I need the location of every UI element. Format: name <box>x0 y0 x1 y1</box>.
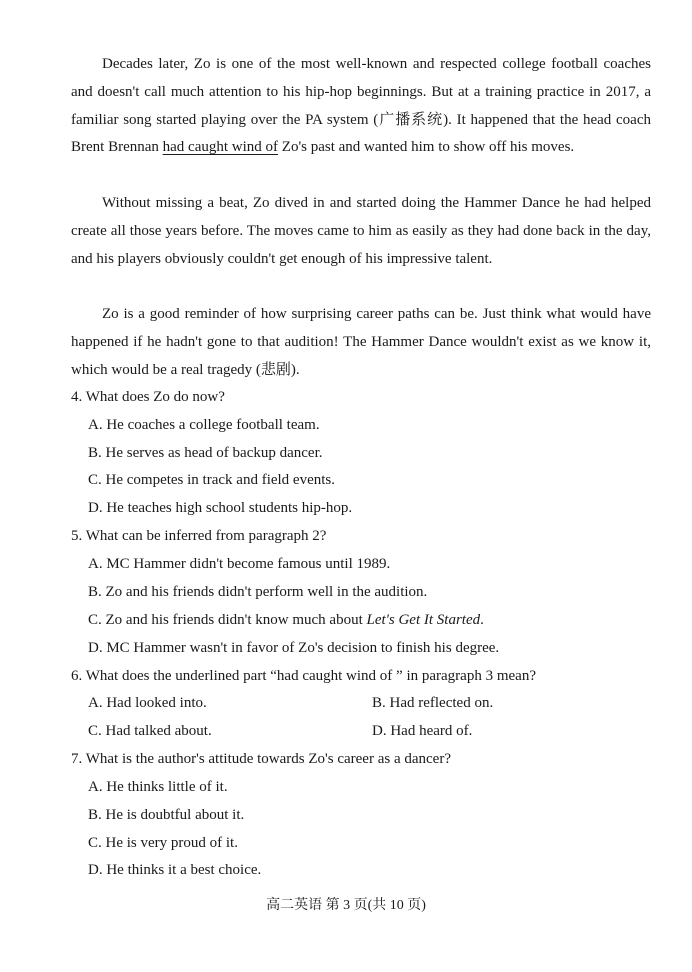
question-7-option-a: A. He thinks little of it. <box>88 779 228 795</box>
question-4-option-a: A. He coaches a college football team. <box>88 417 320 433</box>
question-5-option-a: A. MC Hammer didn't become famous until 1989. <box>88 556 391 572</box>
question-7-option-c: C. He is very proud of it. <box>88 835 238 851</box>
question-4-option-b: B. He serves as head of backup dancer. <box>88 445 323 461</box>
question-6-option-a: A. Had looked into. <box>88 695 207 711</box>
paragraph-1-text-end: Zo's past and wanted him to show off his moves. <box>278 139 575 156</box>
paragraph-1-text-start: Decades later, Zo is one of the most well-known and respected college football coaches and doesn't call much attention to his hip-hop beginnings. But at a training practice in 2017, a familiar song started playing over the PA system (广播系统). It happened that the head coach Brent Brennan <box>71 56 651 156</box>
question-4-option-c: C. He competes in track and field events. <box>88 472 336 488</box>
passage-paragraph-3 <box>71 301 651 384</box>
question-7-option-b: B. He is doubtful about it. <box>88 807 245 823</box>
question-7-option-d: D. He thinks it a best choice. <box>88 862 262 878</box>
question-5-option-b: B. Zo and his friends didn't perform well in the audition. <box>88 584 428 600</box>
paragraph-3-text: Zo is a good reminder of how surprising career paths can be. Just think what would have happened if he hadn't gone to that audition! The Hammer Dance wouldn't exist as we know it, which would be a real tragedy (悲剧). <box>71 306 651 378</box>
underlined-phrase: had caught wind of <box>162 139 279 156</box>
question-6-option-b: B. Had reflected on. <box>372 695 494 711</box>
question-5-option-d: D. MC Hammer wasn't in favor of Zo's decision to finish his degree. <box>88 640 500 656</box>
question-5-stem: 5. What can be inferred from paragraph 2? <box>71 528 327 544</box>
song-title: Let's Get It Started <box>366 612 481 628</box>
question-5-option-c-text: C. Zo and his friends didn't know much about <box>88 612 367 628</box>
passage-paragraph-2 <box>71 190 651 273</box>
passage-paragraph-1 <box>71 51 651 162</box>
question-6-stem: 6. What does the underlined part “had caught wind of ” in paragraph 3 mean? <box>71 668 536 684</box>
question-7-stem: 7. What is the author's attitude towards Zo's career as a dancer? <box>71 751 451 767</box>
question-5-option-c-end: . <box>480 612 484 628</box>
question-4-stem: 4. What does Zo do now? <box>71 389 225 405</box>
question-6-option-c: C. Had talked about. <box>88 723 212 739</box>
question-4-option-d: D. He teaches high school students hip-hop. <box>88 500 353 516</box>
question-6-option-d: D. Had heard of. <box>372 723 473 739</box>
question-5-option-c <box>88 610 484 630</box>
page-footer: 高二英语 第 3 页(共 10 页) <box>266 898 426 913</box>
paragraph-2-text: Without missing a beat, Zo dived in and started doing the Hammer Dance he had helped create all those years before. The moves came to him as easily as they had done back in the day, and his players obviously couldn't get enough of his impressive talent. <box>71 195 651 267</box>
